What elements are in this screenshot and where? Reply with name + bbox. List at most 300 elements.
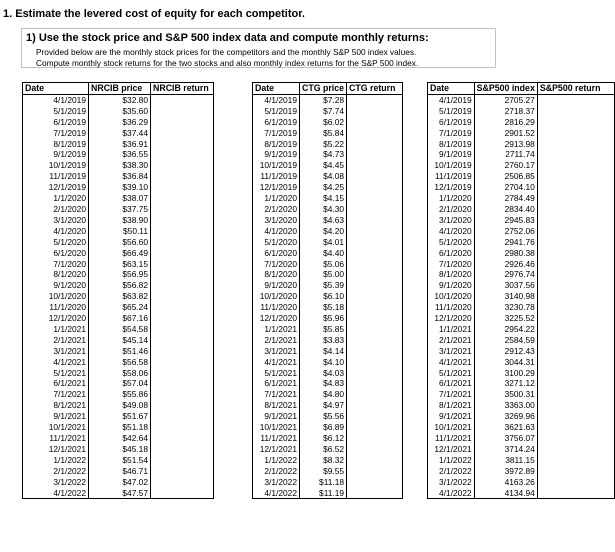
value-cell[interactable]: $4.08: [300, 171, 347, 182]
return-column-header[interactable]: S&P500 return: [537, 83, 614, 95]
value-cell[interactable]: 3230.78: [474, 302, 537, 313]
value-cell[interactable]: $5.56: [300, 411, 347, 422]
date-cell[interactable]: 7/1/2020: [23, 259, 89, 270]
return-cell[interactable]: [347, 411, 403, 422]
value-cell[interactable]: $51.67: [89, 411, 151, 422]
value-cell[interactable]: 4163.26: [474, 477, 537, 488]
date-cell[interactable]: 4/1/2021: [428, 357, 475, 368]
return-column-header[interactable]: CTG return: [347, 83, 403, 95]
return-cell[interactable]: [151, 291, 214, 302]
return-cell[interactable]: [537, 346, 614, 357]
date-cell[interactable]: 1/1/2021: [428, 324, 475, 335]
value-cell[interactable]: $5.18: [300, 302, 347, 313]
return-cell[interactable]: [347, 280, 403, 291]
value-cell[interactable]: 3972.89: [474, 466, 537, 477]
value-cell[interactable]: $4.25: [300, 182, 347, 193]
date-cell[interactable]: 3/1/2020: [428, 215, 475, 226]
return-cell[interactable]: [151, 237, 214, 248]
return-cell[interactable]: [347, 335, 403, 346]
value-cell[interactable]: 3044.31: [474, 357, 537, 368]
date-cell[interactable]: 9/1/2021: [428, 411, 475, 422]
value-cell[interactable]: $4.83: [300, 378, 347, 389]
date-cell[interactable]: 5/1/2020: [253, 237, 300, 248]
date-cell[interactable]: 11/1/2021: [428, 433, 475, 444]
date-cell[interactable]: 2/1/2022: [428, 466, 475, 477]
date-cell[interactable]: 6/1/2019: [253, 117, 300, 128]
date-cell[interactable]: 7/1/2021: [253, 389, 300, 400]
value-cell[interactable]: 2912.43: [474, 346, 537, 357]
date-cell[interactable]: 1/1/2020: [253, 193, 300, 204]
value-cell[interactable]: $45.14: [89, 335, 151, 346]
date-cell[interactable]: 12/1/2021: [253, 444, 300, 455]
date-cell[interactable]: 1/1/2022: [428, 455, 475, 466]
return-cell[interactable]: [537, 259, 614, 270]
date-cell[interactable]: 11/1/2021: [23, 433, 89, 444]
date-cell[interactable]: 4/1/2021: [253, 357, 300, 368]
value-cell[interactable]: 2980.38: [474, 248, 537, 259]
return-cell[interactable]: [151, 106, 214, 117]
return-cell[interactable]: [537, 411, 614, 422]
date-cell[interactable]: 1/1/2021: [23, 324, 89, 335]
return-cell[interactable]: [347, 215, 403, 226]
value-cell[interactable]: $56.82: [89, 280, 151, 291]
date-cell[interactable]: 1/1/2020: [23, 193, 89, 204]
return-cell[interactable]: [347, 182, 403, 193]
return-cell[interactable]: [151, 204, 214, 215]
return-cell[interactable]: [151, 335, 214, 346]
value-cell[interactable]: 2752.06: [474, 226, 537, 237]
return-cell[interactable]: [151, 324, 214, 335]
date-cell[interactable]: 10/1/2021: [253, 422, 300, 433]
value-cell[interactable]: 3500.31: [474, 389, 537, 400]
return-cell[interactable]: [537, 291, 614, 302]
return-cell[interactable]: [347, 171, 403, 182]
value-cell[interactable]: $51.46: [89, 346, 151, 357]
value-cell[interactable]: $36.91: [89, 139, 151, 150]
value-cell[interactable]: $4.63: [300, 215, 347, 226]
date-cell[interactable]: 9/1/2019: [23, 149, 89, 160]
return-cell[interactable]: [347, 477, 403, 488]
value-cell[interactable]: 2718.37: [474, 106, 537, 117]
return-cell[interactable]: [151, 128, 214, 139]
date-cell[interactable]: 5/1/2020: [23, 237, 89, 248]
date-cell[interactable]: 9/1/2020: [253, 280, 300, 291]
return-cell[interactable]: [347, 226, 403, 237]
value-cell[interactable]: $35.60: [89, 106, 151, 117]
value-cell[interactable]: $4.30: [300, 204, 347, 215]
date-cell[interactable]: 11/1/2019: [23, 171, 89, 182]
return-cell[interactable]: [537, 444, 614, 455]
value-cell[interactable]: $63.82: [89, 291, 151, 302]
date-cell[interactable]: 10/1/2020: [253, 291, 300, 302]
date-cell[interactable]: 12/1/2021: [428, 444, 475, 455]
return-cell[interactable]: [347, 149, 403, 160]
value-cell[interactable]: 2506.85: [474, 171, 537, 182]
date-cell[interactable]: 4/1/2019: [428, 94, 475, 105]
value-cell[interactable]: 3363.00: [474, 400, 537, 411]
value-cell[interactable]: $6.52: [300, 444, 347, 455]
value-cell[interactable]: 2711.74: [474, 149, 537, 160]
return-cell[interactable]: [537, 182, 614, 193]
return-cell[interactable]: [347, 117, 403, 128]
date-cell[interactable]: 4/1/2019: [253, 94, 300, 105]
value-cell[interactable]: 3811.15: [474, 455, 537, 466]
date-cell[interactable]: 10/1/2020: [428, 291, 475, 302]
date-cell[interactable]: 6/1/2019: [23, 117, 89, 128]
return-cell[interactable]: [537, 193, 614, 204]
date-cell[interactable]: 3/1/2021: [23, 346, 89, 357]
return-cell[interactable]: [347, 237, 403, 248]
return-cell[interactable]: [347, 204, 403, 215]
date-cell[interactable]: 12/1/2019: [428, 182, 475, 193]
value-cell[interactable]: $50.11: [89, 226, 151, 237]
value-cell[interactable]: $7.74: [300, 106, 347, 117]
return-cell[interactable]: [537, 94, 614, 105]
value-cell[interactable]: $4.15: [300, 193, 347, 204]
value-cell[interactable]: $56.95: [89, 269, 151, 280]
return-cell[interactable]: [151, 400, 214, 411]
return-cell[interactable]: [347, 455, 403, 466]
value-cell[interactable]: $67.16: [89, 313, 151, 324]
date-cell[interactable]: 4/1/2020: [428, 226, 475, 237]
return-cell[interactable]: [347, 368, 403, 379]
date-cell[interactable]: 11/1/2020: [428, 302, 475, 313]
return-cell[interactable]: [151, 378, 214, 389]
date-cell[interactable]: 6/1/2020: [428, 248, 475, 259]
date-cell[interactable]: 4/1/2021: [23, 357, 89, 368]
value-cell[interactable]: $4.03: [300, 368, 347, 379]
return-cell[interactable]: [537, 488, 614, 499]
date-cell[interactable]: 9/1/2020: [23, 280, 89, 291]
return-cell[interactable]: [347, 488, 403, 499]
return-cell[interactable]: [537, 215, 614, 226]
return-cell[interactable]: [151, 313, 214, 324]
date-cell[interactable]: 9/1/2021: [23, 411, 89, 422]
date-cell[interactable]: 3/1/2020: [253, 215, 300, 226]
value-cell[interactable]: $6.89: [300, 422, 347, 433]
date-cell[interactable]: 5/1/2021: [428, 368, 475, 379]
return-cell[interactable]: [151, 302, 214, 313]
value-cell[interactable]: 2816.29: [474, 117, 537, 128]
return-cell[interactable]: [347, 128, 403, 139]
return-cell[interactable]: [347, 313, 403, 324]
date-cell[interactable]: 5/1/2020: [428, 237, 475, 248]
return-cell[interactable]: [537, 400, 614, 411]
return-cell[interactable]: [347, 139, 403, 150]
date-cell[interactable]: 5/1/2019: [253, 106, 300, 117]
price-column-header[interactable]: NRCIB price: [89, 83, 151, 95]
return-cell[interactable]: [537, 106, 614, 117]
return-cell[interactable]: [151, 357, 214, 368]
value-cell[interactable]: $4.01: [300, 237, 347, 248]
return-cell[interactable]: [347, 357, 403, 368]
date-cell[interactable]: 2/1/2021: [253, 335, 300, 346]
value-cell[interactable]: $4.97: [300, 400, 347, 411]
value-cell[interactable]: 3756.07: [474, 433, 537, 444]
value-cell[interactable]: $6.10: [300, 291, 347, 302]
date-cell[interactable]: 9/1/2019: [428, 149, 475, 160]
return-cell[interactable]: [151, 368, 214, 379]
return-column-header[interactable]: NRCIB return: [151, 83, 214, 95]
date-cell[interactable]: 12/1/2019: [23, 182, 89, 193]
value-cell[interactable]: $6.12: [300, 433, 347, 444]
value-cell[interactable]: $4.10: [300, 357, 347, 368]
value-cell[interactable]: $37.44: [89, 128, 151, 139]
return-cell[interactable]: [347, 444, 403, 455]
date-cell[interactable]: 11/1/2019: [253, 171, 300, 182]
date-cell[interactable]: 6/1/2021: [428, 378, 475, 389]
date-cell[interactable]: 3/1/2022: [253, 477, 300, 488]
return-cell[interactable]: [347, 324, 403, 335]
return-cell[interactable]: [537, 357, 614, 368]
return-cell[interactable]: [347, 106, 403, 117]
return-cell[interactable]: [347, 302, 403, 313]
return-cell[interactable]: [151, 488, 214, 499]
value-cell[interactable]: $55.86: [89, 389, 151, 400]
return-cell[interactable]: [151, 117, 214, 128]
value-cell[interactable]: $9.55: [300, 466, 347, 477]
return-cell[interactable]: [151, 389, 214, 400]
value-cell[interactable]: $5.84: [300, 128, 347, 139]
return-cell[interactable]: [151, 193, 214, 204]
date-cell[interactable]: 6/1/2020: [253, 248, 300, 259]
return-cell[interactable]: [537, 433, 614, 444]
date-cell[interactable]: 9/1/2019: [253, 149, 300, 160]
value-cell[interactable]: $8.32: [300, 455, 347, 466]
value-cell[interactable]: 2941.76: [474, 237, 537, 248]
value-cell[interactable]: $66.49: [89, 248, 151, 259]
value-cell[interactable]: $5.96: [300, 313, 347, 324]
return-cell[interactable]: [537, 302, 614, 313]
value-cell[interactable]: $65.24: [89, 302, 151, 313]
return-cell[interactable]: [151, 269, 214, 280]
value-cell[interactable]: 3621.63: [474, 422, 537, 433]
return-cell[interactable]: [537, 335, 614, 346]
return-cell[interactable]: [537, 368, 614, 379]
value-cell[interactable]: $37.75: [89, 204, 151, 215]
value-cell[interactable]: 2926.46: [474, 259, 537, 270]
return-cell[interactable]: [151, 444, 214, 455]
value-cell[interactable]: $4.40: [300, 248, 347, 259]
date-cell[interactable]: 2/1/2020: [253, 204, 300, 215]
date-cell[interactable]: 1/1/2020: [428, 193, 475, 204]
date-cell[interactable]: 7/1/2021: [428, 389, 475, 400]
date-cell[interactable]: 2/1/2020: [428, 204, 475, 215]
return-cell[interactable]: [537, 466, 614, 477]
value-cell[interactable]: 3100.29: [474, 368, 537, 379]
date-cell[interactable]: 6/1/2021: [253, 378, 300, 389]
date-cell[interactable]: 5/1/2019: [428, 106, 475, 117]
date-cell[interactable]: 11/1/2019: [428, 171, 475, 182]
return-cell[interactable]: [151, 422, 214, 433]
date-cell[interactable]: 12/1/2020: [253, 313, 300, 324]
date-cell[interactable]: 9/1/2020: [428, 280, 475, 291]
value-cell[interactable]: $38.30: [89, 160, 151, 171]
date-cell[interactable]: 3/1/2020: [23, 215, 89, 226]
date-cell[interactable]: 8/1/2021: [428, 400, 475, 411]
return-cell[interactable]: [151, 259, 214, 270]
return-cell[interactable]: [537, 313, 614, 324]
return-cell[interactable]: [347, 291, 403, 302]
value-cell[interactable]: 3225.52: [474, 313, 537, 324]
value-cell[interactable]: $49.08: [89, 400, 151, 411]
value-cell[interactable]: $38.07: [89, 193, 151, 204]
date-cell[interactable]: 7/1/2021: [23, 389, 89, 400]
value-cell[interactable]: $4.14: [300, 346, 347, 357]
return-cell[interactable]: [347, 346, 403, 357]
return-cell[interactable]: [151, 280, 214, 291]
date-column-header[interactable]: Date: [23, 83, 89, 95]
date-cell[interactable]: 12/1/2021: [23, 444, 89, 455]
return-cell[interactable]: [537, 455, 614, 466]
date-cell[interactable]: 11/1/2020: [23, 302, 89, 313]
return-cell[interactable]: [537, 160, 614, 171]
return-cell[interactable]: [537, 269, 614, 280]
date-cell[interactable]: 4/1/2019: [23, 94, 89, 105]
date-cell[interactable]: 10/1/2019: [253, 160, 300, 171]
date-cell[interactable]: 6/1/2019: [428, 117, 475, 128]
value-cell[interactable]: $57.04: [89, 378, 151, 389]
value-cell[interactable]: $4.45: [300, 160, 347, 171]
return-cell[interactable]: [347, 389, 403, 400]
date-cell[interactable]: 12/1/2020: [428, 313, 475, 324]
date-cell[interactable]: 7/1/2020: [253, 259, 300, 270]
value-cell[interactable]: $5.00: [300, 269, 347, 280]
return-cell[interactable]: [347, 160, 403, 171]
return-cell[interactable]: [537, 477, 614, 488]
date-cell[interactable]: 2/1/2022: [23, 466, 89, 477]
date-cell[interactable]: 12/1/2020: [23, 313, 89, 324]
value-cell[interactable]: $36.29: [89, 117, 151, 128]
date-cell[interactable]: 4/1/2022: [253, 488, 300, 499]
return-cell[interactable]: [151, 411, 214, 422]
date-cell[interactable]: 7/1/2019: [253, 128, 300, 139]
return-cell[interactable]: [537, 324, 614, 335]
return-cell[interactable]: [151, 171, 214, 182]
return-cell[interactable]: [537, 422, 614, 433]
return-cell[interactable]: [537, 204, 614, 215]
value-cell[interactable]: 2784.49: [474, 193, 537, 204]
return-cell[interactable]: [151, 477, 214, 488]
value-cell[interactable]: $11.18: [300, 477, 347, 488]
return-cell[interactable]: [151, 215, 214, 226]
value-cell[interactable]: $5.06: [300, 259, 347, 270]
value-cell[interactable]: $56.60: [89, 237, 151, 248]
date-cell[interactable]: 10/1/2019: [428, 160, 475, 171]
value-cell[interactable]: 2954.22: [474, 324, 537, 335]
return-cell[interactable]: [537, 117, 614, 128]
return-cell[interactable]: [151, 94, 214, 105]
value-cell[interactable]: $58.06: [89, 368, 151, 379]
value-cell[interactable]: 3714.24: [474, 444, 537, 455]
value-cell[interactable]: 2913.98: [474, 139, 537, 150]
return-cell[interactable]: [151, 248, 214, 259]
value-cell[interactable]: 4134.94: [474, 488, 537, 499]
date-cell[interactable]: 8/1/2020: [23, 269, 89, 280]
value-cell[interactable]: $4.20: [300, 226, 347, 237]
return-cell[interactable]: [347, 400, 403, 411]
date-cell[interactable]: 3/1/2021: [253, 346, 300, 357]
return-cell[interactable]: [347, 248, 403, 259]
return-cell[interactable]: [537, 128, 614, 139]
date-cell[interactable]: 4/1/2020: [253, 226, 300, 237]
value-cell[interactable]: $36.84: [89, 171, 151, 182]
value-cell[interactable]: $54.58: [89, 324, 151, 335]
date-cell[interactable]: 4/1/2022: [23, 488, 89, 499]
return-cell[interactable]: [151, 160, 214, 171]
date-cell[interactable]: 4/1/2020: [23, 226, 89, 237]
date-cell[interactable]: 3/1/2022: [23, 477, 89, 488]
date-cell[interactable]: 10/1/2021: [23, 422, 89, 433]
date-cell[interactable]: 7/1/2019: [428, 128, 475, 139]
return-cell[interactable]: [151, 455, 214, 466]
return-cell[interactable]: [347, 259, 403, 270]
value-cell[interactable]: $5.85: [300, 324, 347, 335]
return-cell[interactable]: [347, 378, 403, 389]
date-cell[interactable]: 8/1/2021: [23, 400, 89, 411]
value-cell[interactable]: 2760.17: [474, 160, 537, 171]
date-cell[interactable]: 2/1/2020: [23, 204, 89, 215]
value-cell[interactable]: 2945.83: [474, 215, 537, 226]
value-cell[interactable]: $42.64: [89, 433, 151, 444]
date-cell[interactable]: 10/1/2019: [23, 160, 89, 171]
return-cell[interactable]: [151, 182, 214, 193]
date-cell[interactable]: 8/1/2021: [253, 400, 300, 411]
return-cell[interactable]: [537, 226, 614, 237]
date-cell[interactable]: 1/1/2021: [253, 324, 300, 335]
value-cell[interactable]: $51.18: [89, 422, 151, 433]
value-cell[interactable]: 2584.59: [474, 335, 537, 346]
date-cell[interactable]: 10/1/2021: [428, 422, 475, 433]
return-cell[interactable]: [537, 139, 614, 150]
value-cell[interactable]: $39.10: [89, 182, 151, 193]
value-cell[interactable]: 2901.52: [474, 128, 537, 139]
value-cell[interactable]: 2704.10: [474, 182, 537, 193]
date-cell[interactable]: 6/1/2020: [23, 248, 89, 259]
return-cell[interactable]: [347, 422, 403, 433]
value-cell[interactable]: $47.02: [89, 477, 151, 488]
return-cell[interactable]: [537, 237, 614, 248]
date-cell[interactable]: 1/1/2022: [253, 455, 300, 466]
date-cell[interactable]: 4/1/2022: [428, 488, 475, 499]
date-cell[interactable]: 10/1/2020: [23, 291, 89, 302]
value-cell[interactable]: $5.22: [300, 139, 347, 150]
value-cell[interactable]: $3.83: [300, 335, 347, 346]
date-cell[interactable]: 2/1/2021: [428, 335, 475, 346]
date-cell[interactable]: 8/1/2019: [23, 139, 89, 150]
price-column-header[interactable]: S&P500 index: [474, 83, 537, 95]
return-cell[interactable]: [347, 193, 403, 204]
return-cell[interactable]: [347, 269, 403, 280]
value-cell[interactable]: 2834.40: [474, 204, 537, 215]
date-cell[interactable]: 11/1/2021: [253, 433, 300, 444]
date-cell[interactable]: 7/1/2020: [428, 259, 475, 270]
date-cell[interactable]: 5/1/2021: [23, 368, 89, 379]
value-cell[interactable]: $32.80: [89, 94, 151, 105]
date-cell[interactable]: 3/1/2022: [428, 477, 475, 488]
date-column-header[interactable]: Date: [253, 83, 300, 95]
return-cell[interactable]: [537, 171, 614, 182]
return-cell[interactable]: [151, 433, 214, 444]
value-cell[interactable]: $4.73: [300, 149, 347, 160]
date-cell[interactable]: 3/1/2021: [428, 346, 475, 357]
value-cell[interactable]: 3037.56: [474, 280, 537, 291]
value-cell[interactable]: 3269.96: [474, 411, 537, 422]
return-cell[interactable]: [151, 149, 214, 160]
date-cell[interactable]: 2/1/2021: [23, 335, 89, 346]
return-cell[interactable]: [347, 94, 403, 105]
return-cell[interactable]: [151, 466, 214, 477]
